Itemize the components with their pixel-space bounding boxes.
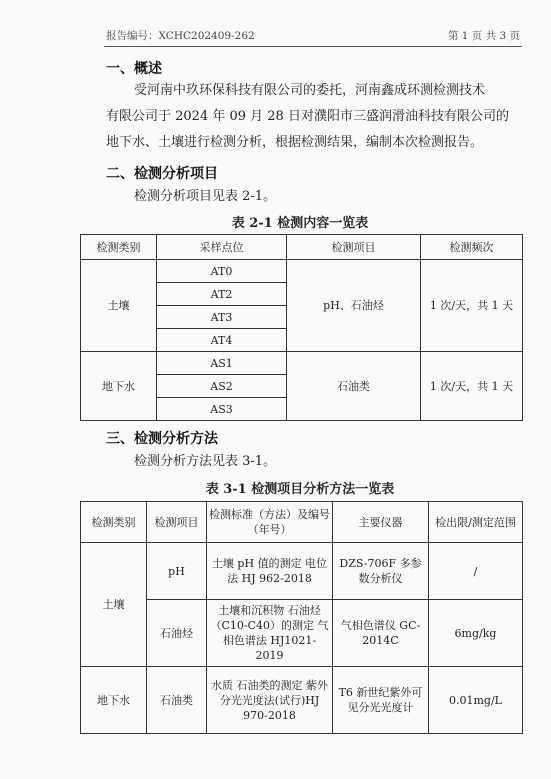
table-row [81,600,523,667]
sample-point-cell: AT0 [157,260,287,283]
limit-cell: 0.01mg/L [429,667,523,734]
column-header: 检测类别 [81,235,157,260]
section-2-body [106,184,522,210]
category-cell: 地下水 [81,667,147,734]
column-header: 检测类别 [81,502,147,543]
item-cell: 石油类 [287,352,421,421]
section-3-body [106,449,522,475]
detection-content-table [80,234,523,421]
instrument-cell: DZS-706F 多参数分析仪 [333,543,429,600]
column-header: 检测项目 [147,502,207,543]
table-header-row [81,502,523,543]
sample-point-cell: AT4 [157,329,287,352]
column-header: 采样点位 [157,235,287,260]
section-3-text: 检测分析方法见表 3-1。 [134,454,277,469]
column-header: 检测项目 [287,235,421,260]
item-cell: pH、石油烃 [287,260,421,352]
limit-cell: 6mg/kg [429,600,523,667]
sample-point-cell: AS3 [157,398,287,421]
section-2-title: 二、检测分析项目 [106,166,218,182]
section-1-body [106,78,522,156]
category-cell: 土壤 [81,543,147,667]
category-cell: 土壤 [81,260,157,352]
sample-point-cell: AT2 [157,283,287,306]
method-cell: 土壤 pH 值的测定 电位法 HJ 962-2018 [207,543,333,600]
item-cell: pH [147,543,207,600]
table-row [81,667,523,734]
column-header: 检出限/测定范围 [429,502,523,543]
table-header-row [81,235,523,260]
column-header: 检测频次 [421,235,523,260]
sample-point-cell: AS2 [157,375,287,398]
sample-point-cell: AT3 [157,306,287,329]
sample-point-cell: AS1 [157,352,287,375]
item-cell: 石油类 [147,667,207,734]
method-cell: 土壤和沉积物 石油烃（C10-C40）的测定 气相色谱法 HJ1021-2019 [207,600,333,667]
table-2-1-caption: 表 2-1 检测内容一览表 [231,216,369,231]
instrument-cell: T6 新世纪紫外可见分光光度计 [333,667,429,734]
page-header [106,28,520,43]
column-header: 主要仪器 [333,502,429,543]
section-1-line: 受河南中玖环保科技有限公司的委托，河南鑫成环测检测技术 [134,83,486,98]
analysis-method-table [80,501,523,734]
section-3-title: 三、检测分析方法 [106,431,218,447]
table-row [81,260,523,283]
frequency-cell: 1 次/天，共 1 天 [421,352,523,421]
item-cell: 石油烃 [147,600,207,667]
instrument-cell: 气相色谱仪 GC-2014C [333,600,429,667]
method-cell: 水质 石油类的测定 紫外分光光度法(试行)HJ 970-2018 [207,667,333,734]
table-3-1-caption: 表 3-1 检测项目分析方法一览表 [205,482,395,497]
section-1-title: 一、概述 [106,61,162,77]
frequency-cell: 1 次/天，共 1 天 [421,260,523,352]
limit-cell: / [429,543,523,600]
report-number: 报告编号：XCHC202409-262 [106,30,255,42]
page-number: 第 1 页 共 3 页 [447,30,520,42]
column-header: 检测标准（方法）及编号（年号） [207,502,333,543]
table-row [81,352,523,375]
table-row [81,543,523,600]
section-1-line: 有限公司于 2024 年 09 月 28 日对濮阳市三盛润滑油科技有限公司的 [106,109,509,124]
section-2-text: 检测分析项目见表 2-1。 [134,189,277,204]
section-1-line: 地下水、土壤进行检测分析，根据检测结果，编制本次检测报告。 [106,135,484,150]
header-divider [104,46,522,47]
category-cell: 地下水 [81,352,157,421]
